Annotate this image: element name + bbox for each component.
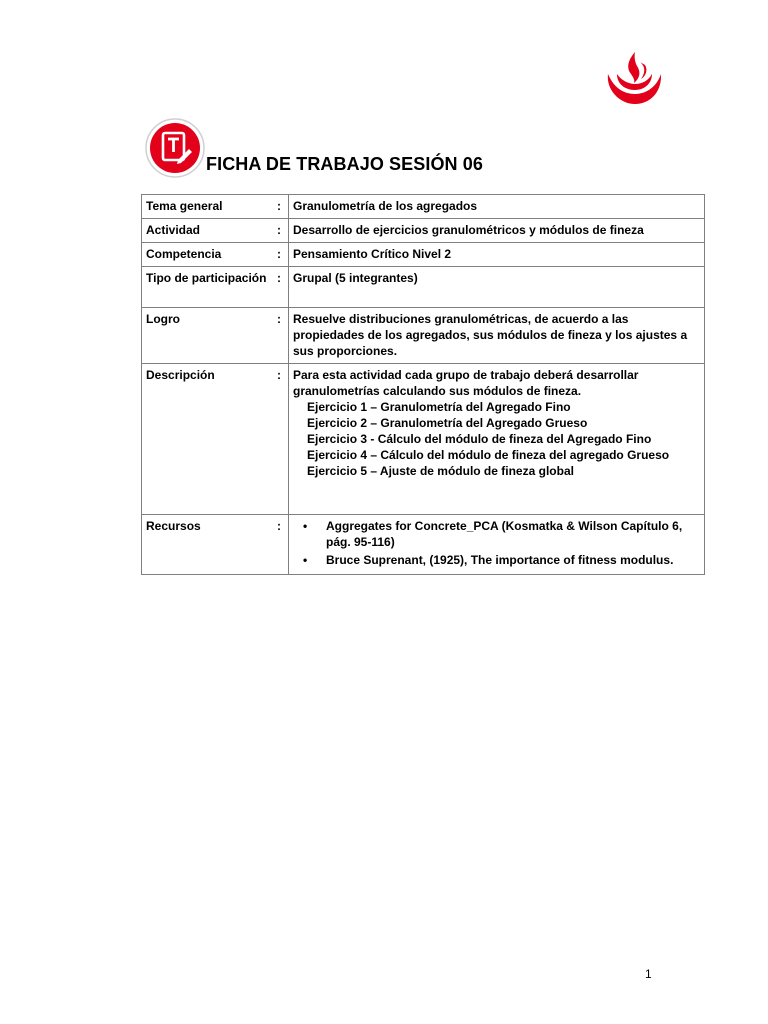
list-item: Ejercicio 5 – Ajuste de módulo de fineza global [307, 464, 574, 478]
description-intro: Para esta actividad cada grupo de trabajo deberá desarrollar granulometrías calculando sus módulos de fineza. [293, 368, 639, 398]
resource-list [293, 518, 700, 568]
resource-text: Bruce Suprenant, (1925), The importance of fitness modulus. [326, 553, 674, 567]
table-row [142, 195, 705, 219]
row-separator: : [276, 195, 289, 219]
row-value: Desarrollo de ejercicios granulométricos y módulos de fineza [289, 219, 705, 243]
exercise-list [307, 399, 700, 479]
list-item [293, 552, 700, 568]
row-label: Competencia [142, 243, 277, 267]
row-separator: : [276, 219, 289, 243]
worksheet-badge-icon [145, 118, 207, 180]
row-label: Tema general [142, 195, 277, 219]
page-number: 1 [645, 967, 652, 981]
row-separator: : [276, 308, 289, 364]
row-label: Tipo de participación [142, 267, 277, 308]
page-title: FICHA DE TRABAJO SESIÓN 06 [206, 154, 483, 174]
upc-logo-icon [604, 50, 664, 106]
bullet-icon: • [303, 553, 308, 567]
row-value: Granulometría de los agregados [289, 195, 705, 219]
list-item [293, 518, 700, 550]
row-label: Descripción [142, 364, 277, 515]
list-item: Ejercicio 1 – Granulometría del Agregado Fino [307, 400, 571, 414]
row-label: Recursos [142, 515, 277, 575]
table-row [142, 364, 705, 515]
row-separator: : [276, 515, 289, 575]
session-info-table [141, 194, 705, 575]
row-label: Logro [142, 308, 277, 364]
row-value: Grupal (5 integrantes) [289, 267, 705, 308]
list-item: Ejercicio 3 - Cálculo del módulo de fineza del Agregado Fino [307, 432, 652, 446]
row-value [289, 515, 705, 575]
table-row [142, 308, 705, 364]
row-separator: : [276, 267, 289, 308]
bullet-icon: • [303, 519, 308, 533]
table-row [142, 219, 705, 243]
row-value [289, 364, 705, 515]
row-label: Actividad [142, 219, 277, 243]
row-separator: : [276, 364, 289, 515]
table-row [142, 267, 705, 308]
row-value: Resuelve distribuciones granulométricas, de acuerdo a las propiedades de los agregados, sus módulos de fineza y los ajustes a sus proporciones. [289, 308, 705, 364]
table-row [142, 243, 705, 267]
resource-text: Aggregates for Concrete_PCA (Kosmatka & Wilson Capítulo 6, pág. 95-116) [326, 519, 683, 549]
list-item: Ejercicio 2 – Granulometría del Agregado Grueso [307, 416, 588, 430]
row-value: Pensamiento Crítico Nivel 2 [289, 243, 705, 267]
row-separator: : [276, 243, 289, 267]
table-row [142, 515, 705, 575]
list-item: Ejercicio 4 – Cálculo del módulo de fineza del agregado Grueso [307, 448, 670, 462]
